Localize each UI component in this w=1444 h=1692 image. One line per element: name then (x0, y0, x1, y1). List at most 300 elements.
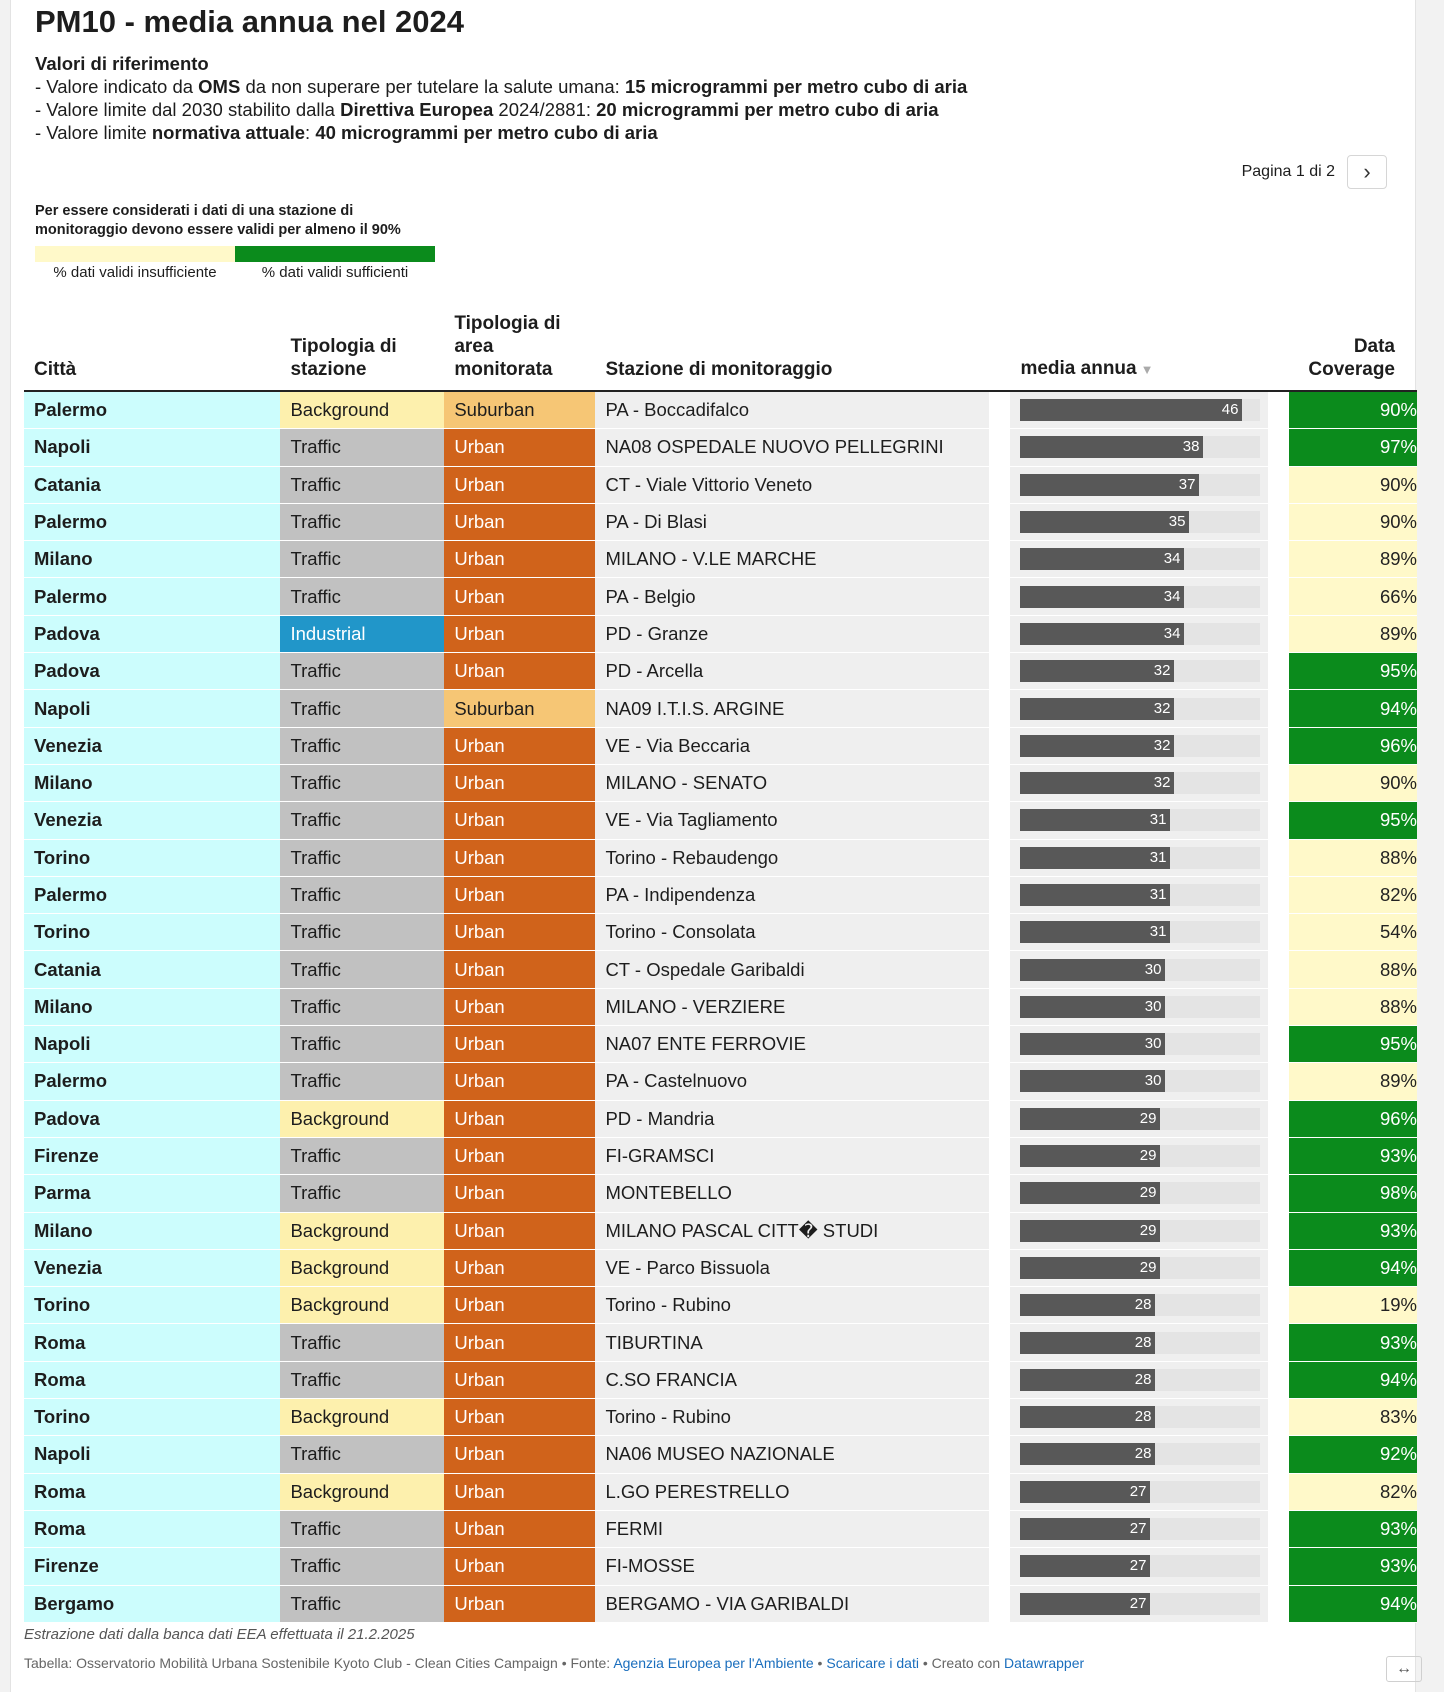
column-header-station[interactable]: Stazione di monitoraggio (595, 312, 989, 391)
table-row (24, 951, 1417, 988)
column-header-station-type[interactable]: Tipologia di stazione (280, 312, 444, 391)
cell-station-type: Traffic (280, 1361, 444, 1398)
cell-gap (989, 1063, 1010, 1100)
table-row (24, 764, 1417, 801)
cell-gap (1268, 764, 1289, 801)
table-header-row (24, 312, 1417, 391)
cell-coverage: 90% (1289, 503, 1417, 540)
cell-annual-mean (1010, 653, 1268, 690)
bar-track (1020, 735, 1260, 757)
reference-emphasis: OMS (198, 76, 241, 97)
bar-track (1020, 1406, 1260, 1428)
table-row (24, 1063, 1417, 1100)
cell-gap (1268, 690, 1289, 727)
table-row (24, 1585, 1417, 1622)
cell-area-type: Suburban (444, 391, 595, 429)
cell-station-type: Traffic (280, 727, 444, 764)
bar-track (1020, 586, 1260, 608)
cell-coverage: 82% (1289, 876, 1417, 913)
cell-station: Torino - Rebaudengo (595, 839, 989, 876)
cell-area-type: Urban (444, 1361, 595, 1398)
cell-annual-mean (1010, 541, 1268, 578)
cell-coverage: 96% (1289, 1100, 1417, 1137)
cell-gap (989, 1399, 1010, 1436)
cell-station: VE - Parco Bissuola (595, 1249, 989, 1286)
reference-lines (35, 75, 967, 144)
cell-coverage: 89% (1289, 1063, 1417, 1100)
cell-city: Milano (24, 541, 280, 578)
cell-coverage: 93% (1289, 1324, 1417, 1361)
cell-annual-mean (1010, 1473, 1268, 1510)
cell-area-type: Urban (444, 1324, 595, 1361)
cell-area-type: Urban (444, 466, 595, 503)
cell-station: TIBURTINA (595, 1324, 989, 1361)
cell-city: Napoli (24, 1026, 280, 1063)
cell-coverage: 93% (1289, 1510, 1417, 1547)
cell-area-type: Urban (444, 988, 595, 1025)
cell-station-type: Background (280, 1249, 444, 1286)
bar-value-label: 30 (1144, 1035, 1162, 1053)
cell-area-type: Urban (444, 1137, 595, 1174)
bar-track (1020, 1033, 1260, 1055)
table-row (24, 727, 1417, 764)
reference-emphasis: Direttiva Europea (340, 99, 494, 120)
cell-station-type: Traffic (280, 764, 444, 801)
cell-gap (989, 1100, 1010, 1137)
cell-gap (1268, 1175, 1289, 1212)
table-row (24, 1399, 1417, 1436)
cell-city: Napoli (24, 1436, 280, 1473)
bar-value-label: 32 (1153, 699, 1171, 717)
cell-area-type: Urban (444, 1249, 595, 1286)
cell-city: Torino (24, 1399, 280, 1436)
cell-coverage: 94% (1289, 1585, 1417, 1622)
cell-annual-mean (1010, 764, 1268, 801)
cell-station-type: Traffic (280, 1548, 444, 1585)
cell-city: Milano (24, 988, 280, 1025)
bar-value-label: 31 (1149, 923, 1167, 941)
cell-annual-mean (1010, 988, 1268, 1025)
cell-gap (1268, 503, 1289, 540)
bar-value-label: 29 (1139, 1147, 1157, 1165)
cell-area-type: Urban (444, 876, 595, 913)
table-row (24, 503, 1417, 540)
cell-gap (989, 1324, 1010, 1361)
bar-track (1020, 1518, 1260, 1540)
cell-coverage: 92% (1289, 1436, 1417, 1473)
cell-gap (989, 876, 1010, 913)
pagination (1242, 155, 1387, 189)
cell-station: Torino - Consolata (595, 914, 989, 951)
download-data-link[interactable]: Scaricare i dati (826, 1655, 919, 1671)
bar-value-label: 32 (1153, 662, 1171, 680)
cell-gap (1268, 1585, 1289, 1622)
cell-station-type: Traffic (280, 1175, 444, 1212)
cell-coverage: 83% (1289, 1399, 1417, 1436)
cell-gap (1268, 615, 1289, 652)
reference-text: : (305, 122, 316, 143)
cell-gap (1268, 1100, 1289, 1137)
cell-annual-mean (1010, 1436, 1268, 1473)
table-row (24, 1137, 1417, 1174)
bar-value-label: 32 (1153, 736, 1171, 754)
table-row (24, 839, 1417, 876)
cell-station: FI-MOSSE (595, 1548, 989, 1585)
cell-city: Palermo (24, 391, 280, 429)
bar-track (1020, 1555, 1260, 1577)
cell-area-type: Urban (444, 1510, 595, 1547)
bar-value-label: 31 (1149, 848, 1167, 866)
table-row (24, 1100, 1417, 1137)
cell-city: Roma (24, 1510, 280, 1547)
expand-icon[interactable]: ↔ (1386, 1656, 1422, 1682)
table-row (24, 1473, 1417, 1510)
cell-gap (989, 1137, 1010, 1174)
cell-gap (989, 1361, 1010, 1398)
bar-track (1020, 474, 1260, 496)
cell-city: Padova (24, 615, 280, 652)
reference-emphasis: 15 microgrammi per metro cubo di aria (624, 76, 968, 97)
cell-gap (1268, 914, 1289, 951)
cell-annual-mean (1010, 1026, 1268, 1063)
cell-area-type: Urban (444, 615, 595, 652)
bar-value-label: 29 (1139, 1109, 1157, 1127)
cell-annual-mean (1010, 839, 1268, 876)
cell-city: Roma (24, 1361, 280, 1398)
bar-track (1020, 623, 1260, 645)
cell-station: PA - Indipendenza (595, 876, 989, 913)
cell-annual-mean (1010, 615, 1268, 652)
legend-swatch-insufficient (35, 246, 235, 262)
cell-annual-mean (1010, 1175, 1268, 1212)
bar-value-label: 35 (1168, 513, 1186, 531)
bar-track (1020, 1108, 1260, 1130)
bar-track (1020, 1182, 1260, 1204)
reference-emphasis: 40 microgrammi per metro cubo di aria (315, 122, 658, 143)
bar-value-label: 28 (1134, 1370, 1152, 1388)
cell-station-type: Background (280, 1212, 444, 1249)
cell-station-type: Traffic (280, 503, 444, 540)
cell-gap (989, 503, 1010, 540)
cell-station: MILANO - VERZIERE (595, 988, 989, 1025)
bar-track (1020, 548, 1260, 570)
cell-area-type: Urban (444, 1063, 595, 1100)
annual-mean-header-label: media annua (1020, 358, 1137, 379)
cell-area-type: Urban (444, 1399, 595, 1436)
cell-area-type: Urban (444, 541, 595, 578)
cell-annual-mean (1010, 429, 1268, 466)
cell-gap (1268, 541, 1289, 578)
cell-coverage: 93% (1289, 1548, 1417, 1585)
bar-value-label: 30 (1144, 997, 1162, 1015)
cell-gap (989, 764, 1010, 801)
bar-value-label: 34 (1163, 624, 1181, 642)
cell-gap (989, 690, 1010, 727)
bar-track (1020, 1145, 1260, 1167)
cell-coverage: 94% (1289, 1361, 1417, 1398)
cell-station-type: Traffic (280, 1026, 444, 1063)
cell-coverage: 90% (1289, 764, 1417, 801)
cell-annual-mean (1010, 578, 1268, 615)
cell-area-type: Urban (444, 839, 595, 876)
cell-coverage: 93% (1289, 1212, 1417, 1249)
reference-line (35, 121, 967, 144)
column-header-coverage[interactable]: Data Coverage (1289, 312, 1417, 391)
cell-gap (1268, 1473, 1289, 1510)
cell-area-type: Urban (444, 802, 595, 839)
bar-value-label: 32 (1153, 774, 1171, 792)
cell-area-type: Urban (444, 727, 595, 764)
table-row (24, 653, 1417, 690)
cell-station: BERGAMO - VIA GARIBALDI (595, 1585, 989, 1622)
cell-city: Torino (24, 839, 280, 876)
cell-gap (989, 988, 1010, 1025)
cell-gap (989, 951, 1010, 988)
cell-city: Palermo (24, 578, 280, 615)
cell-coverage: 96% (1289, 727, 1417, 764)
cell-station: CT - Ospedale Garibaldi (595, 951, 989, 988)
reference-text: - Valore limite (35, 122, 152, 143)
bar-value-label: 37 (1178, 475, 1196, 493)
bar-track (1020, 1220, 1260, 1242)
cell-city: Venezia (24, 1249, 280, 1286)
cell-city: Parma (24, 1175, 280, 1212)
source-link[interactable]: Agenzia Europea per l'Ambiente (613, 1655, 814, 1671)
cell-gap (989, 802, 1010, 839)
cell-station: FI-GRAMSCI (595, 1137, 989, 1174)
cell-annual-mean (1010, 1212, 1268, 1249)
cell-area-type: Urban (444, 1026, 595, 1063)
cell-annual-mean (1010, 1585, 1268, 1622)
cell-station: CT - Viale Vittorio Veneto (595, 466, 989, 503)
cell-city: Torino (24, 1287, 280, 1324)
pagination-label: Pagina 1 di 2 (1241, 163, 1335, 180)
cell-gap (1268, 466, 1289, 503)
cell-station: FERMI (595, 1510, 989, 1547)
cell-city: Napoli (24, 690, 280, 727)
cell-annual-mean (1010, 802, 1268, 839)
reference-text: 2024/2881: (493, 99, 597, 120)
cell-station-type: Traffic (280, 541, 444, 578)
bar-value-label: 30 (1144, 960, 1162, 978)
cell-gap (989, 1510, 1010, 1547)
cell-station: PD - Granze (595, 615, 989, 652)
cell-gap (989, 578, 1010, 615)
cell-station-type: Traffic (280, 802, 444, 839)
cell-station: PD - Arcella (595, 653, 989, 690)
cell-station: MILANO - SENATO (595, 764, 989, 801)
cell-gap (989, 1212, 1010, 1249)
cell-annual-mean (1010, 1361, 1268, 1398)
cell-station-type: Traffic (280, 1585, 444, 1622)
cell-coverage: 97% (1289, 429, 1417, 466)
cell-gap (989, 1473, 1010, 1510)
cell-gap (989, 1249, 1010, 1286)
table-row (24, 578, 1417, 615)
cell-station: PA - Di Blasi (595, 503, 989, 540)
column-header-city[interactable]: Città (24, 312, 280, 391)
cell-area-type: Urban (444, 1548, 595, 1585)
bar-track (1020, 809, 1260, 831)
bar-track (1020, 1257, 1260, 1279)
cell-station: NA09 I.T.I.S. ARGINE (595, 690, 989, 727)
cell-station-type: Traffic (280, 1137, 444, 1174)
bar-track (1020, 921, 1260, 943)
cell-station-type: Background (280, 391, 444, 429)
cell-gap (1268, 802, 1289, 839)
credits-separator: • Creato con (918, 1655, 1005, 1671)
bar-track (1020, 698, 1260, 720)
legend-color-bar (35, 246, 435, 262)
cell-station: VE - Via Beccaria (595, 727, 989, 764)
cell-station-type: Traffic (280, 914, 444, 951)
bar-track (1020, 1369, 1260, 1391)
cell-station: NA06 MUSEO NAZIONALE (595, 1436, 989, 1473)
cell-station-type: Traffic (280, 1510, 444, 1547)
cell-city: Firenze (24, 1548, 280, 1585)
cell-gap (1268, 1287, 1289, 1324)
bar-track (1020, 1593, 1260, 1615)
column-header-area-type[interactable]: Tipologia di area monitorata (444, 312, 595, 391)
bar-track (1020, 959, 1260, 981)
cell-annual-mean (1010, 466, 1268, 503)
cell-station: NA07 ENTE FERROVIE (595, 1026, 989, 1063)
bar-value-label: 28 (1134, 1445, 1152, 1463)
cell-coverage: 95% (1289, 1026, 1417, 1063)
table-row (24, 1510, 1417, 1547)
bar-track (1020, 436, 1260, 458)
sort-desc-icon: ▼ (1140, 362, 1154, 377)
datawrapper-link[interactable]: Datawrapper (1004, 1655, 1085, 1671)
cell-coverage: 94% (1289, 690, 1417, 727)
bar-value-label: 29 (1139, 1258, 1157, 1276)
bar-track (1020, 1481, 1260, 1503)
cell-station: PA - Belgio (595, 578, 989, 615)
bar-track (1020, 847, 1260, 869)
reference-heading: Valori di riferimento (35, 53, 209, 74)
cell-coverage: 54% (1289, 914, 1417, 951)
cell-coverage: 89% (1289, 541, 1417, 578)
cell-coverage: 98% (1289, 1175, 1417, 1212)
cell-station: PA - Boccadifalco (595, 391, 989, 429)
cell-station: Torino - Rubino (595, 1399, 989, 1436)
cell-gap (989, 429, 1010, 466)
cell-city: Palermo (24, 1063, 280, 1100)
cell-gap (1268, 876, 1289, 913)
cell-area-type: Urban (444, 1473, 595, 1510)
table-row (24, 1361, 1417, 1398)
cell-station-type: Traffic (280, 466, 444, 503)
cell-city: Catania (24, 951, 280, 988)
credits-text: Tabella: Osservatorio Mobilità Urbana Sostenibile Kyoto Club - Clean Cities Campaign • Fonte: (24, 1655, 614, 1671)
cell-area-type: Urban (444, 1100, 595, 1137)
cell-station-type: Traffic (280, 1436, 444, 1473)
cell-gap (1268, 951, 1289, 988)
cell-gap (989, 914, 1010, 951)
bar-value-label: 27 (1129, 1557, 1147, 1575)
column-gap (1268, 312, 1289, 391)
cell-annual-mean (1010, 1324, 1268, 1361)
cell-area-type: Urban (444, 1585, 595, 1622)
bar-value-label: 27 (1129, 1594, 1147, 1612)
cell-station-type: Background (280, 1399, 444, 1436)
cell-gap (989, 1026, 1010, 1063)
cell-gap (989, 727, 1010, 764)
cell-annual-mean (1010, 1100, 1268, 1137)
footnote: Estrazione dati dalla banca dati EEA effettuata il 21.2.2025 (24, 1626, 415, 1643)
cell-station: VE - Via Tagliamento (595, 802, 989, 839)
cell-gap (1268, 1510, 1289, 1547)
cell-gap (1268, 1361, 1289, 1398)
table-row (24, 876, 1417, 913)
cell-gap (1268, 1212, 1289, 1249)
table-row (24, 615, 1417, 652)
cell-annual-mean (1010, 727, 1268, 764)
bar-value-label: 30 (1144, 1072, 1162, 1090)
cell-city: Firenze (24, 1137, 280, 1174)
cell-city: Palermo (24, 503, 280, 540)
cell-city: Napoli (24, 429, 280, 466)
table-row (24, 1324, 1417, 1361)
cell-gap (1268, 839, 1289, 876)
bar-track (1020, 996, 1260, 1018)
cell-area-type: Suburban (444, 690, 595, 727)
bar-value-label: 34 (1163, 550, 1181, 568)
cell-station-type: Background (280, 1100, 444, 1137)
bar-value-label: 28 (1134, 1296, 1152, 1314)
column-gap (989, 312, 1010, 391)
reference-line (35, 98, 967, 121)
legend-label-insufficient: % dati validi insufficiente (53, 264, 217, 281)
cell-gap (1268, 1548, 1289, 1585)
cell-area-type: Urban (444, 578, 595, 615)
cell-gap (1268, 988, 1289, 1025)
bar-track (1020, 511, 1260, 533)
cell-gap (1268, 1249, 1289, 1286)
cell-gap (989, 653, 1010, 690)
cell-station: PD - Mandria (595, 1100, 989, 1137)
cell-area-type: Urban (444, 1212, 595, 1249)
cell-annual-mean (1010, 391, 1268, 429)
cell-coverage: 95% (1289, 802, 1417, 839)
column-header-annual-mean[interactable] (1010, 312, 1268, 391)
cell-gap (1268, 727, 1289, 764)
table-row (24, 541, 1417, 578)
bar-track (1020, 1294, 1260, 1316)
bar-value-label: 38 (1182, 438, 1200, 456)
cell-city: Torino (24, 914, 280, 951)
cell-station: MILANO PASCAL CITT� STUDI (595, 1212, 989, 1249)
table-row (24, 988, 1417, 1025)
cell-city: Padova (24, 653, 280, 690)
cell-gap (1268, 1399, 1289, 1436)
cell-station-type: Traffic (280, 839, 444, 876)
cell-area-type: Urban (444, 914, 595, 951)
cell-area-type: Urban (444, 1175, 595, 1212)
cell-station-type: Industrial (280, 615, 444, 652)
cell-area-type: Urban (444, 429, 595, 466)
legend-note: Per essere considerati i dati di una stazione di monitoraggio devono essere validi per almeno il 90% (35, 203, 401, 238)
cell-city: Palermo (24, 876, 280, 913)
cell-annual-mean (1010, 1548, 1268, 1585)
cell-annual-mean (1010, 1063, 1268, 1100)
next-page-button[interactable] (1347, 155, 1387, 189)
cell-annual-mean (1010, 951, 1268, 988)
bar-value-label: 46 (1221, 401, 1239, 419)
bar-value-label: 31 (1149, 886, 1167, 903)
cell-station-type: Traffic (280, 429, 444, 466)
table-row (24, 1212, 1417, 1249)
